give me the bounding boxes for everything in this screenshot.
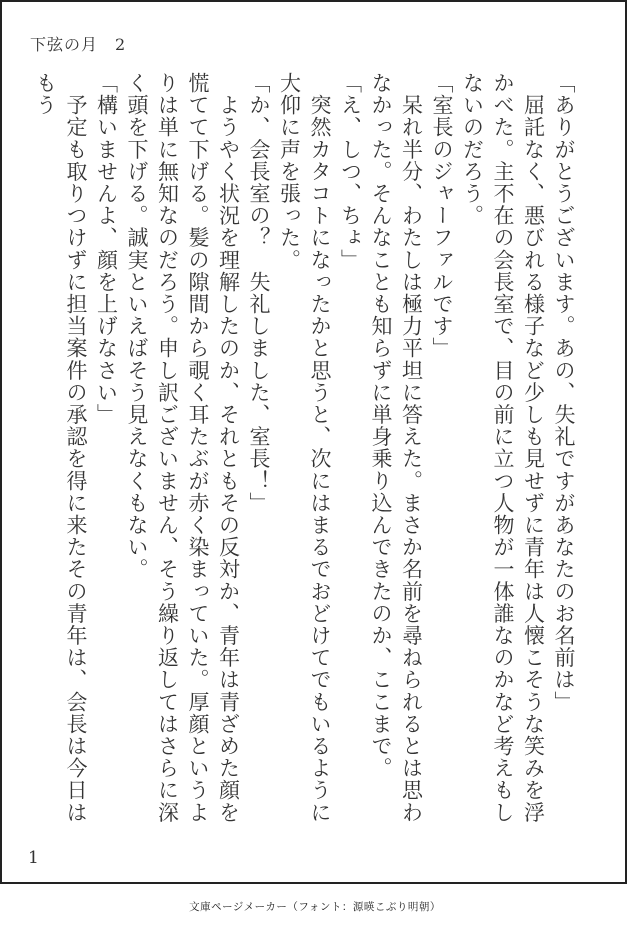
body-line: 「室長のジャーファルです」 [430,72,454,360]
body-line: ようやく状況を理解したのか、それともその反対か、青年は青ざめた顔を慌てて下げる。髪の隙間から覗く耳たぶが赤く染まっていた。厚顔というよりは単に無知なのだろう。申し訳ございません、そう繰り返してはさらに深く頭を下げる。誠実といえばそう見えなくもない。 [125,72,241,824]
body-line: 「構いませんよ、顔を上げなさい」 [94,72,119,426]
body-line: 「え、しつ、ちょ」 [338,72,363,271]
running-header [30,32,126,55]
header-title: 下弦の月 [30,35,99,54]
body-line: 屈託なく、悪びれる様子など少しも見せずに青年は人懐こそうな笑みを浮かべた。主不在の会長室で、目の前に立つ人物が一体誰なのかなど考えもしないのだろう。 [460,72,546,824]
body-line: 呆れ半分、わたしは極力平坦に答えた。まさか名前を尋ねられるとは思わなかった。そんなことも知らずに単身乗り込んできたのか、ここまで。 [369,72,424,824]
body-line: 突然カタコトになったかと思うと、次にはまるでおどけてでもいるように大仰に声を張った。 [277,72,332,824]
body-text [30,72,579,842]
page-number: 1 [28,848,39,868]
footer-credit: 文庫ページメーカー（フォント：源暎こぶり明朝） [189,901,441,913]
body-line: 「ありがとうございます。あの、失礼ですがあなたのお名前は」 [552,72,576,713]
header-chapter-number: 2 [115,35,127,54]
body-line: 「か、会長室の？ 失礼しました、室長！」 [247,72,271,514]
body-line: 予定も取りつけずに担当案件の承認を得に来たその青年は、会長は今日はもう [33,72,88,824]
